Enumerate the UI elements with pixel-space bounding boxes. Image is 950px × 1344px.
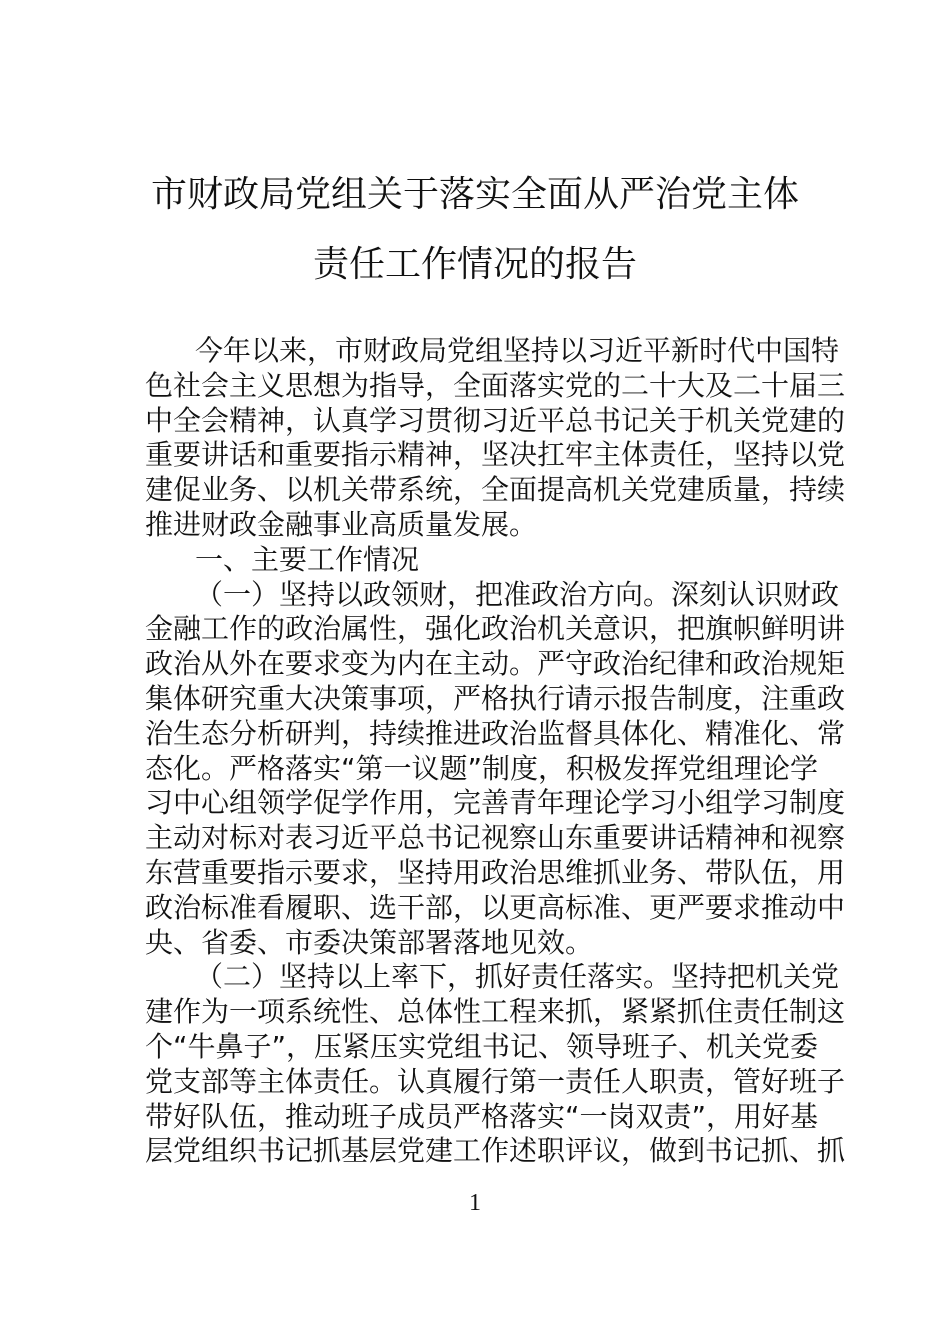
page-number: 1 — [469, 1190, 481, 1216]
text-line: 层党组织书记抓基层党建工作述职评议，做到书记抓、抓 — [145, 1134, 846, 1168]
text-line: 态化。严格落实“第一议题”制度，积极发挥党组理论学 — [145, 751, 819, 785]
text-line: 色社会主义思想为指导，全面落实党的二十大及二十届三 — [145, 368, 846, 402]
text-line: 集体研究重大决策事项，严格执行请示报告制度，注重政 — [145, 681, 846, 715]
text-line: 政治标准看履职、选干部，以更高标准、更严要求推动中 — [145, 890, 846, 924]
text-line: 习中心组领学促学作用，完善青年理论学习小组学习制度 — [145, 786, 846, 820]
text-line: 一、主要工作情况 — [195, 542, 420, 576]
text-line: 重要讲话和重要指示精神，坚决扛牢主体责任，坚持以党 — [145, 438, 846, 472]
text-line: 推进财政金融事业高质量发展。 — [145, 507, 538, 541]
text-line: 今年以来，市财政局党组坚持以习近平新时代中国特 — [195, 334, 840, 367]
text-line: 东营重要指示要求，坚持用政治思维抓业务、带队伍，用 — [145, 855, 846, 889]
document-title-line-1: 市财政局党组关于落实全面从严治党主体 — [150, 174, 799, 215]
text-line: 主动对标对表习近平总书记视察山东重要讲话精神和视察 — [145, 821, 846, 855]
text-line: 建促业务、以机关带系统，全面提高机关党建质量，持续 — [145, 473, 846, 507]
document-body — [145, 334, 846, 1169]
text-line: 金融工作的政治属性，强化政治机关意识，把旗帜鲜明讲 — [145, 612, 846, 646]
text-line: 建作为一项系统性、总体性工程来抓，紧紧抓住责任制这 — [145, 995, 846, 1029]
text-line: （二）坚持以上率下，抓好责任落实。坚持把机关党 — [195, 960, 840, 994]
text-line: 党支部等主体责任。认真履行第一责任人职责，管好班子 — [145, 1064, 846, 1098]
text-line: 带好队伍，推动班子成员严格落实“一岗双责”，用好基 — [145, 1099, 819, 1133]
text-line: 政治从外在要求变为内在主动。严守政治纪律和政治规矩 — [145, 647, 846, 681]
text-line: （一）坚持以政领财，把准政治方向。深刻认识财政 — [195, 577, 840, 611]
text-line: 个“牛鼻子”，压紧压实党组书记、领导班子、机关党委 — [145, 1029, 819, 1063]
document-title-line-2: 责任工作情况的报告 — [312, 244, 637, 285]
text-line: 治生态分析研判，持续推进政治监督具体化、精准化、常 — [145, 716, 846, 750]
text-line: 中全会精神，认真学习贯彻习近平总书记关于机关党建的 — [145, 403, 846, 437]
text-line: 央、省委、市委决策部署落地见效。 — [145, 925, 594, 959]
